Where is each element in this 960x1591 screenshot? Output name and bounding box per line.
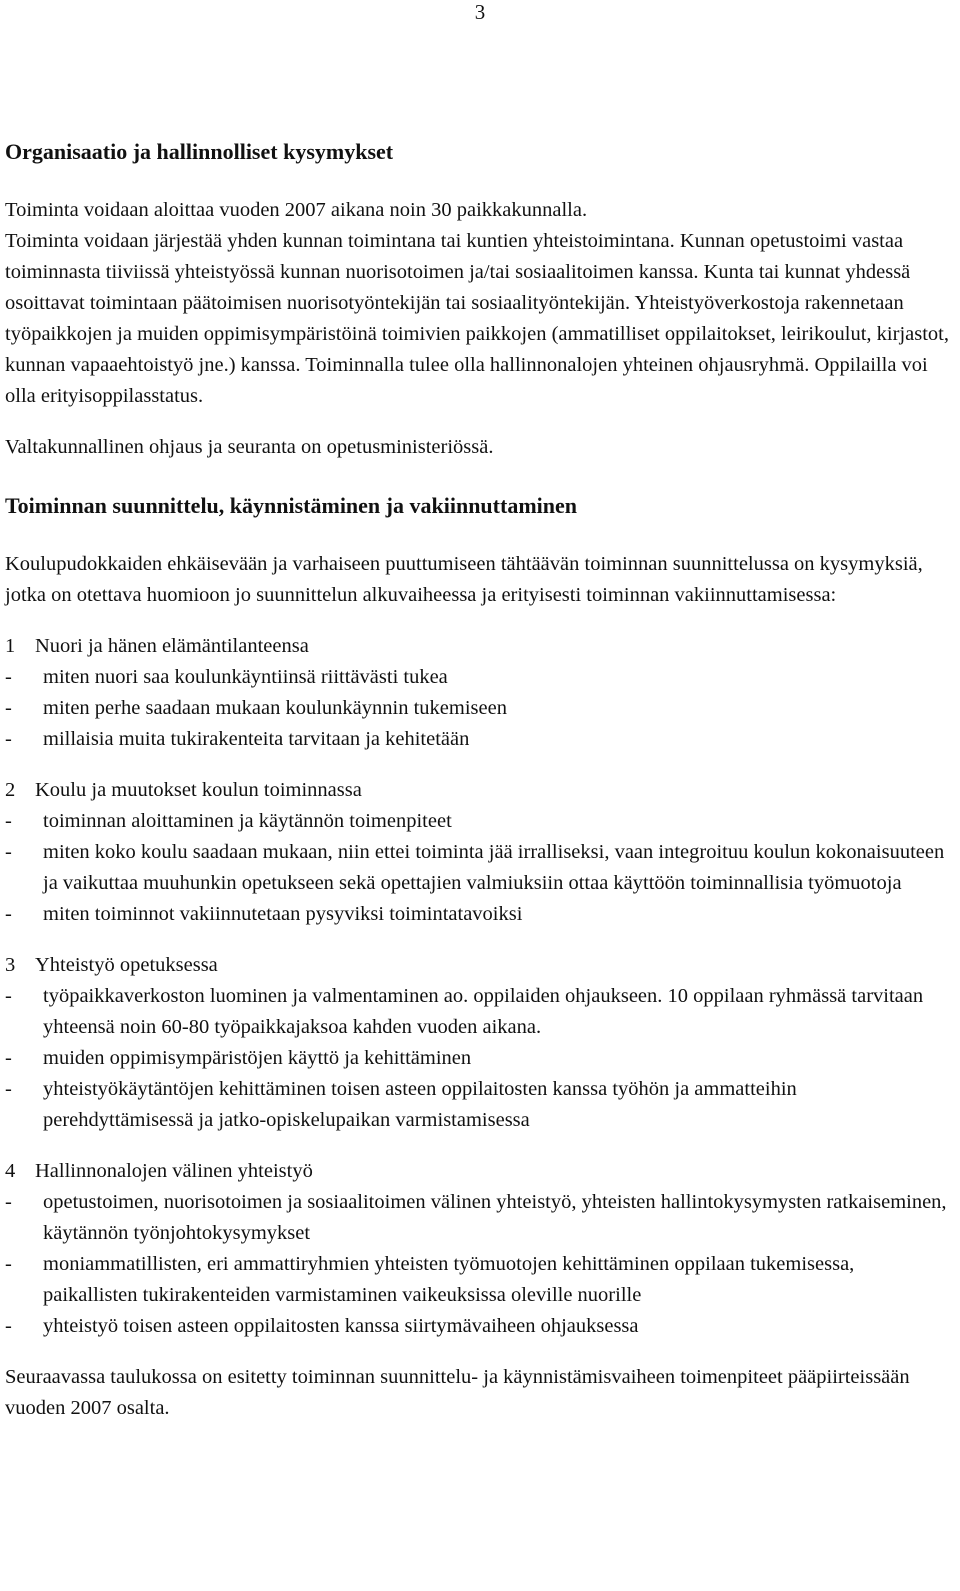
paragraph-guidance: Valtakunnallinen ohjaus ja seuranta on opetusministeriössä. [5, 436, 494, 458]
list-item: - toiminnan aloittaminen ja käytännön toimenpiteet [5, 810, 452, 832]
list-item: - miten toiminnot vakiinnutetaan pysyviksi toimintatavoiksi [5, 903, 523, 925]
document-body [5, 134, 950, 1424]
list-item: - yhteistyökäytäntöjen kehittäminen toisen asteen oppilaitosten kanssa työhön ja ammatteihin perehdyttämisessä ja jatko-opiskelupaikan varmistamisessa [5, 1078, 797, 1131]
numbered-list-4 [5, 1156, 950, 1342]
list-title: 4 Hallinnonalojen välinen yhteistyö [5, 1160, 313, 1182]
section-heading-organisation: Organisaatio ja hallinnolliset kysymykset [5, 139, 394, 164]
list-item: - muiden oppimisympäristöjen käyttö ja kehittäminen [5, 1047, 472, 1069]
section-heading-planning: Toiminnan suunnittelu, käynnistäminen ja vakiinnuttaminen [5, 493, 577, 518]
list-item: - työpaikkaverkoston luominen ja valmentaminen ao. oppilaiden ohjaukseen. 10 oppilaan ryhmässä tarvitaan yhteensä noin 60-80 työpaikkajaksoa kahden vuoden aikana. [5, 985, 924, 1038]
paragraph-start: Toiminta voidaan aloittaa vuoden 2007 aikana noin 30 paikkakunnalla. [5, 199, 588, 221]
list-item: - miten nuori saa koulunkäyntiinsä riittävästi tukea [5, 666, 448, 688]
numbered-list-2 [5, 775, 950, 930]
list-item: - opetustoimen, nuorisotoimen ja sosiaalitoimen välinen yhteistyö, yhteisten hallintokysymysten ratkaiseminen, käytännön työnjohtokysymykset [5, 1191, 947, 1244]
numbered-list-3 [5, 950, 950, 1136]
paragraph-closing: Seuraavassa taulukossa on esitetty toiminnan suunnittelu- ja käynnistämisvaiheen toimenpiteet pääpiirteissään vuoden 2007 osalta. [5, 1366, 910, 1419]
paragraph-planning-intro: Koulupudokkaiden ehkäisevään ja varhaiseen puuttumiseen tähtäävän toiminnan suunnittelussa on kysymyksiä, jotka on otettava huomioon jo suunnittelun alkuvaiheessa ja erityisesti toiminnan vakiinnuttamisessa: [5, 553, 923, 606]
list-title: 1 Nuori ja hänen elämäntilanteensa [5, 635, 309, 657]
list-title: 3 Yhteistyö opetuksessa [5, 954, 218, 976]
list-item: - miten perhe saadaan mukaan koulunkäynnin tukemiseen [5, 697, 507, 719]
list-item: - millaisia muita tukirakenteita tarvitaan ja kehitetään [5, 728, 470, 750]
paragraph-organisation: Toiminta voidaan järjestää yhden kunnan toimintana tai kuntien yhteistoimintana. Kunnan opetustoimi vastaa toiminnasta tiiviissä yhteistyössä kunnan nuorisotoimen ja/tai sosiaalitoimen kanssa. Kunta tai kunnat yhdessä osoittavat toimintaan päätoimisen nuorisotyöntekijän tai sosiaalityöntekijän. Yhteistyöverkostoja rakennetaan työpaikkojen ja muiden oppimisympäristöinä toimivien paikkojen (ammatilliset oppilaitokset, leirikoulut, kirjastot, kunnan vapaaehtoistyö jne.) kanssa. Toiminnalla tulee olla hallinnonalojen yhteinen ohjausryhmä. Oppilailla voi olla erityisoppilasstatus. [5, 230, 949, 407]
list-item: - moniammatillisten, eri ammattiryhmien yhteisten työmuotojen kehittäminen oppilaan tukemisessa, paikallisten tukirakenteiden varmistaminen vaikeuksissa oleville nuorille [5, 1253, 855, 1306]
list-item: - miten koko koulu saadaan mukaan, niin ettei toiminta jää irralliseksi, vaan integroituu koulun kokonaisuuteen ja vaikuttaa muuhunkin opetukseen sekä opettajien valmiuksiin ottaa käyttöön toiminnallisia työmuotoja [5, 841, 945, 894]
page-number: 3 [474, 0, 486, 24]
numbered-list-1 [5, 631, 950, 755]
list-title: 2 Koulu ja muutokset koulun toiminnassa [5, 779, 362, 801]
list-item: - yhteistyö toisen asteen oppilaitosten kanssa siirtymävaiheen ohjauksessa [5, 1315, 639, 1337]
